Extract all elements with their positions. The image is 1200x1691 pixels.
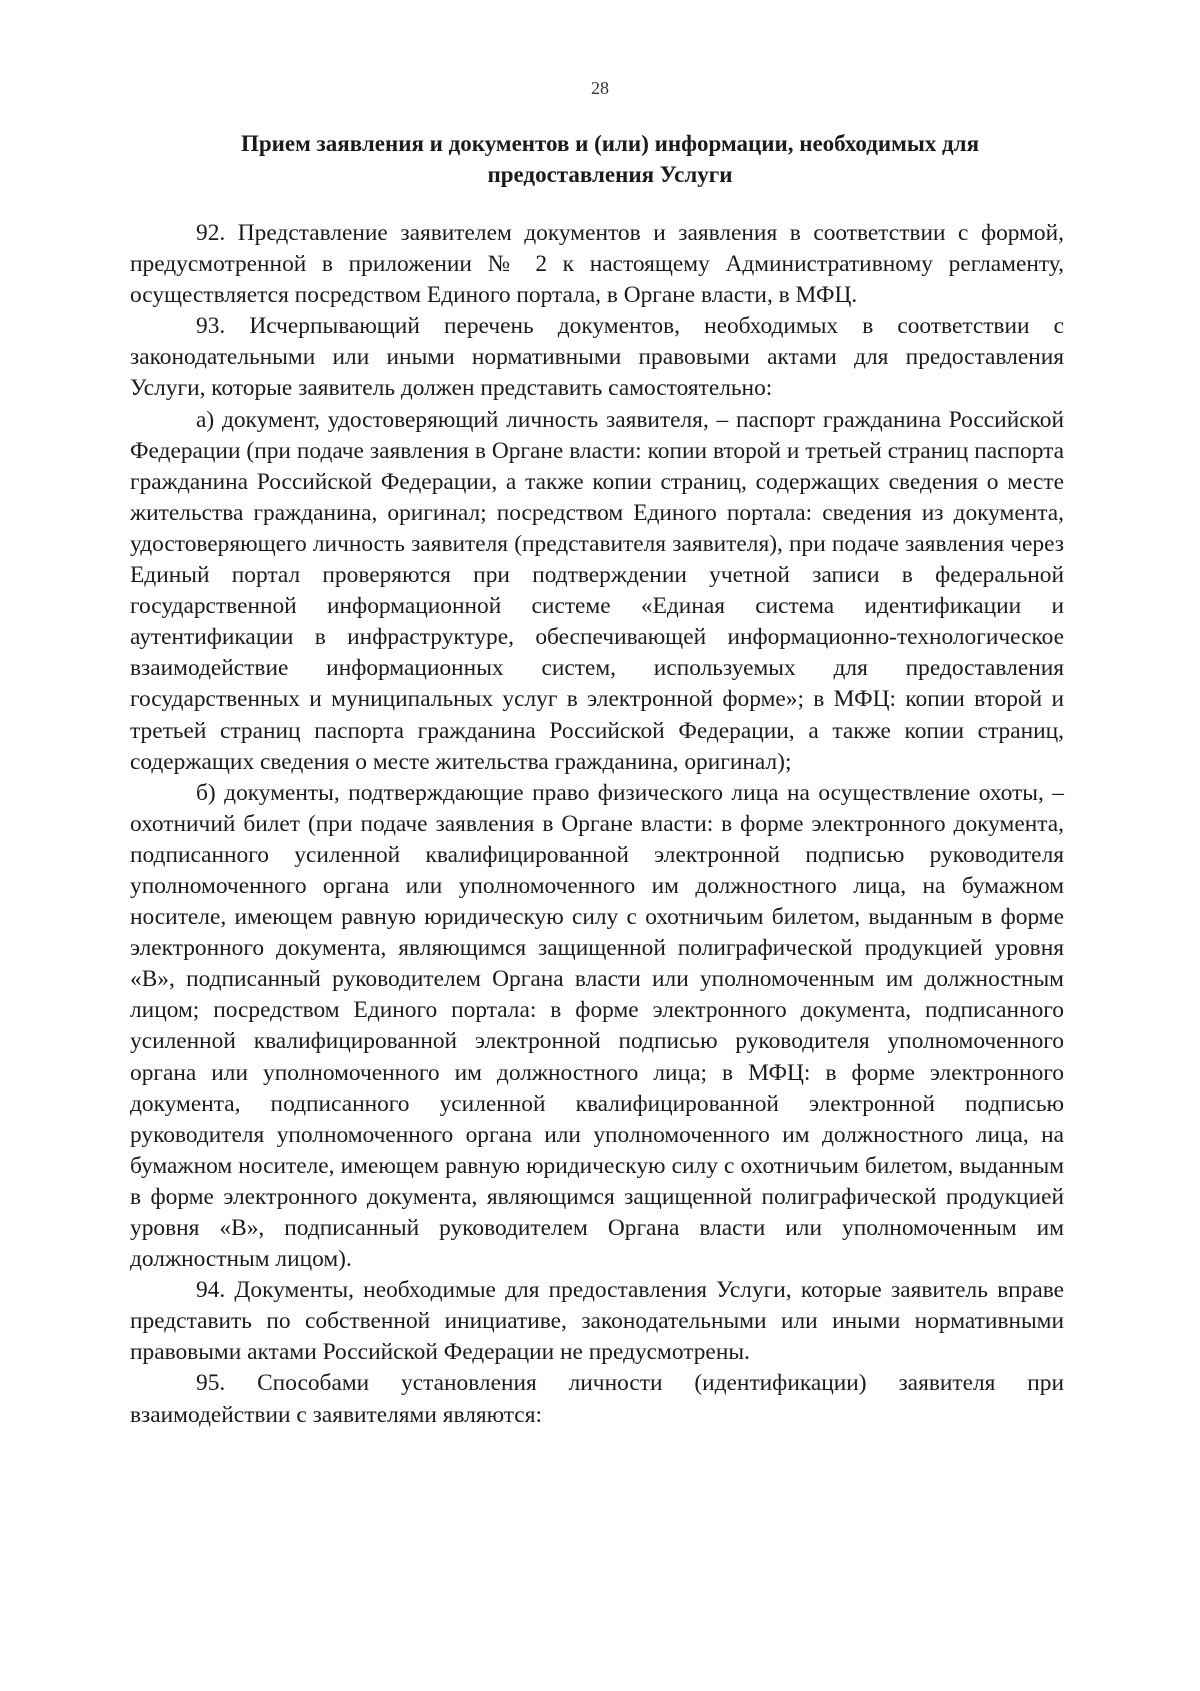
paragraph-95: 95. Способами установления личности (идентификации) заявителя при взаимодействии с заявителями являются: — [130, 1370, 1064, 1428]
paragraph-92: 92. Представление заявителем документов и заявления в соответствии с формой, предусмотренной в приложении № 2 к настоящему Административному регламенту, осуществляется посредством Единого портала, в Органе власти, в МФЦ. — [130, 220, 1064, 309]
paragraph-93: 93. Исчерпывающий перечень документов, необходимых в соответствии с законодательными или иными нормативными правовыми актами для предоставления Услуги, которые заявитель должен представить самостоятельно: — [130, 313, 1064, 402]
paragraph-93-a: а) документ, удостоверяющий личность заявителя, – паспорт гражданина Российской Федерации (при подаче заявления в Органе власти: копии второй и третьей страниц паспорта гражданина Российской Федерации, а также копии страниц, содержащих сведения о месте жительства гражданина, оригинал; посредством Единого портала: сведения из документа, удостоверяющего личность заявителя (представителя заявителя), при подаче заявления через Единый портал проверяются при подтверждении учетной записи в федеральной государственной информационной системе «Единая система идентификации и аутентификации в инфраструктуре, обеспечивающей информационно-технологическое взаимодействие информационных систем, используемых для предоставления государственных и муниципальных услуг в электронной форме»; в МФЦ: копии второй и третьей страниц паспорта гражданина Российской Федерации, а также копии страниц, содержащих сведения о месте жительства гражданина, оригинал); — [130, 406, 1064, 775]
paragraph-93-b: б) документы, подтверждающие право физического лица на осуществление охоты, – охотничий билет (при подаче заявления в Органе власти: в форме электронного документа, подписанного усиленной квалифицированной электронной подписью руководителя уполномоченного органа или уполномоченного им должностного лица, на бумажном носителе, имеющем равную юридическую силу с охотничьим билетом, выданным в форме электронного документа, являющимся защищенной полиграфической продукцией уровня «В», подписанный руководителем Органа власти или уполномоченным им должностным лицом; посредством Единого портала: в форме электронного документа, подписанного усиленной квалифицированной электронной подписью руководителя уполномоченного органа или уполномоченного им должностного лица; в МФЦ: в форме электронного документа, подписанного усиленной квалифицированной электронной подписью руководителя уполномоченного органа или уполномоченного им должностного лица, на бумажном носителе, имеющем равную юридическую силу с охотничьим билетом, выданным в форме электронного документа, являющимся защищенной полиграфической продукцией уровня «В», подписанный руководителем Органа власти или уполномоченным им должностным лицом). — [130, 779, 1064, 1273]
section-heading-line-2: предоставления Услуги — [487, 162, 733, 187]
section-heading — [130, 128, 1090, 190]
paragraph-94: 94. Документы, необходимые для предоставления Услуги, которые заявитель вправе представить по собственной инициативе, законодательными или иными нормативными правовыми актами Российской Федерации не предусмотрены. — [130, 1277, 1064, 1366]
document-body — [130, 218, 1064, 1431]
section-heading-line-1: Прием заявления и документов и (или) информации, необходимых для — [240, 131, 980, 156]
page-number: 28 — [591, 78, 609, 98]
